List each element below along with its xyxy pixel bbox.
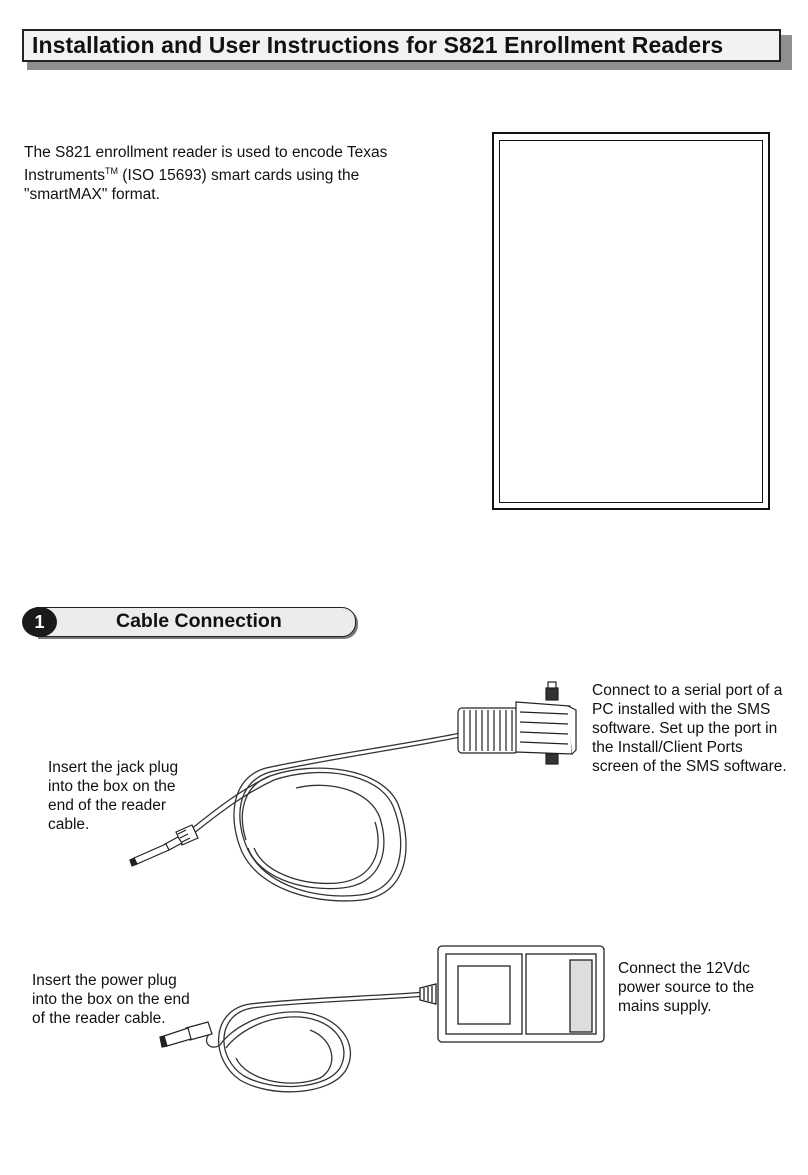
serial-port-note: Connect to a serial port of a PC installed with the SMS software. Set up the port in the Install/Client Ports screen of the SMS software. — [592, 682, 787, 775]
section-title: Cable Connection — [116, 610, 282, 632]
jack-plug-note: Insert the jack plug into the box on the end of the reader cable. — [48, 759, 179, 833]
power-supply-illustration — [150, 940, 610, 1100]
power-source-note: Connect the 12Vdc power source to the mains supply. — [618, 960, 755, 1015]
power-plug-note: Insert the power plug into the box on the end of the reader cable. — [32, 972, 190, 1027]
db9-connector-icon — [458, 682, 576, 764]
intro-text: The S821 enrollment reader is used to encode Texas Instruments — [24, 144, 388, 184]
title-banner — [22, 29, 781, 62]
page-title: Installation and User Instructions for S821 Enrollment Readers — [32, 32, 724, 58]
intro-text-continued: (ISO 15693) smart cards using the "smartMAX" format. — [24, 167, 360, 203]
picture-frame-inner — [499, 140, 763, 503]
power-adapter-icon — [420, 946, 604, 1042]
trademark-mark: TM — [104, 166, 118, 176]
intro-paragraph — [24, 143, 424, 204]
step-number-badge: 1 — [22, 607, 57, 637]
